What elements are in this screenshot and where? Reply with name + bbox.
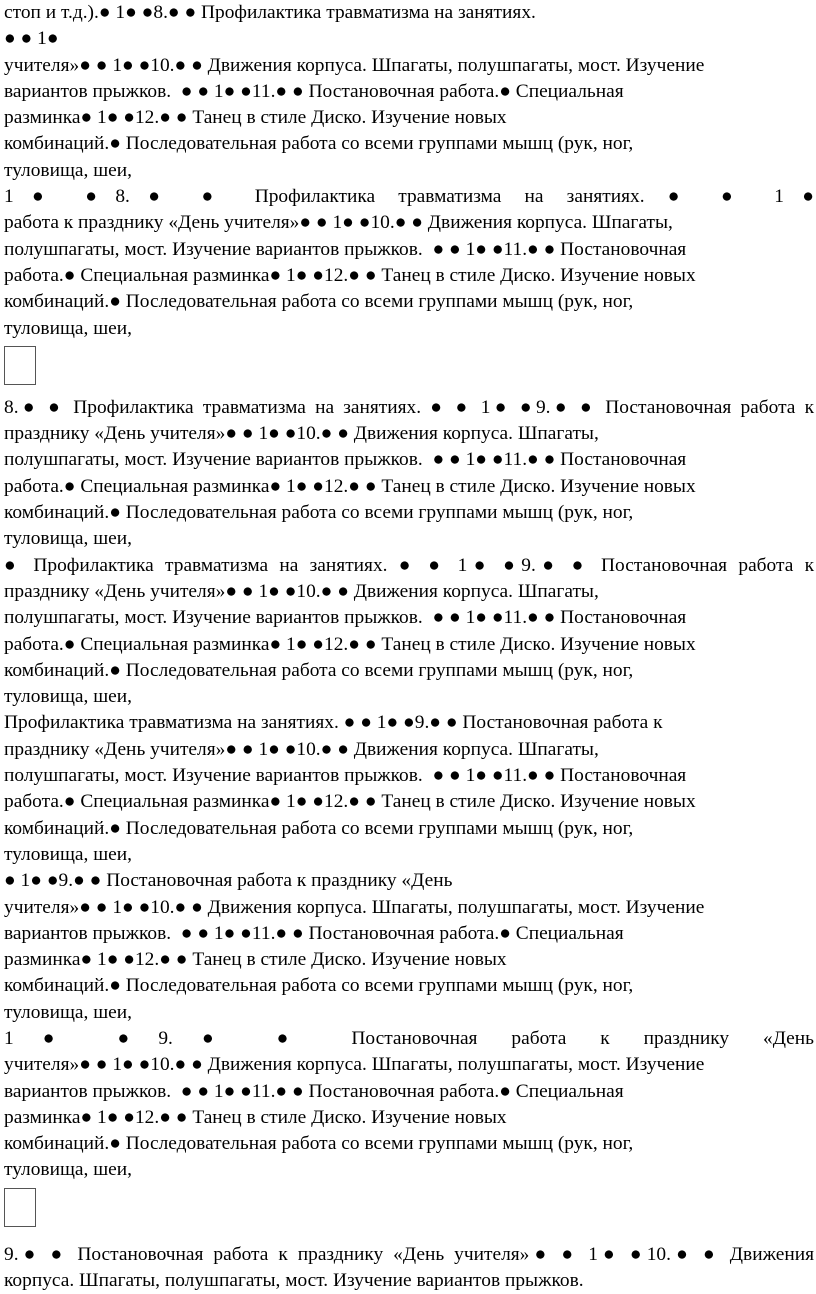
text-line: 9.● ● Постановочная работа к празднику «День учителя»● ● 1● ●10.● ● Движения [4, 1243, 814, 1265]
text-line: учителя»● ● 1● ●10.● ● Движения корпуса. Шпагаты, полушпагаты, мост. Изучение [4, 1054, 705, 1076]
text-line: ● 1● ●9.● ● Постановочная работа к празднику «День [4, 870, 453, 892]
text-line: 1● ●9.● ● Постановочная работа к празднику «День [4, 1027, 814, 1049]
text-line: разминка● 1● ●12.● ● Танец в стиле Диско. Изучение новых [4, 107, 507, 129]
text-line: празднику «День учителя»● ● 1● ●10.● ● Движения корпуса. Шпагаты, [4, 423, 599, 445]
text-block-6 [4, 868, 814, 1026]
text-line: Профилактика травматизма на занятиях. ● ● 1● ●9.● ● Постановочная работа к [4, 712, 663, 734]
text-line: работа.● Специальная разминка● 1● ●12.● ● Танец в стиле Диско. Изучение новых [4, 633, 696, 655]
text-line: полушпагаты, мост. Изучение вариантов прыжков. ● ● 1● ●11.● ● Постановочная [4, 765, 687, 787]
text-block-8 [4, 1242, 814, 1294]
text-line: стоп и т.д.).● 1● ●8.● ● Профилактика травматизма на занятиях. [4, 2, 536, 23]
text-block-4 [4, 553, 814, 711]
text-line: работа к празднику «День учителя»● ● 1● ●10.● ● Движения корпуса. Шпагаты, [4, 212, 673, 234]
text-line: туловища, шеи, [4, 843, 132, 865]
text-line: работа.● Специальная разминка● 1● ●12.● ● Танец в стиле Диско. Изучение новых [4, 264, 696, 286]
text-line: комбинаций.● Последовательная работа со всеми группами мышц (рук, ног, [4, 659, 634, 681]
text-line: корпуса. Шпагаты, полушпагаты, мост. Изучение вариантов прыжков. [4, 1270, 584, 1292]
text-line: туловища, шеи, [4, 686, 132, 708]
text-block-2 [4, 184, 814, 342]
text-line: 1● ●8.● ● Профилактика травматизма на занятиях. ● ● 1● [4, 186, 814, 208]
image-placeholder-box [4, 1188, 36, 1227]
text-line: работа.● Специальная разминка● 1● ●12.● ● Танец в стиле Диско. Изучение новых [4, 791, 696, 813]
text-line: комбинаций.● Последовательная работа со всеми группами мышц (рук, ног, [4, 502, 634, 524]
text-line: ● Профилактика травматизма на занятиях. ● ● 1● ●9.● ● Постановочная работа к [4, 554, 814, 576]
text-line: туловища, шеи, [4, 159, 132, 181]
text-line: полушпагаты, мост. Изучение вариантов прыжков. ● ● 1● ●11.● ● Постановочная [4, 238, 687, 260]
text-line: комбинаций.● Последовательная работа со всеми группами мышц (рук, ног, [4, 817, 634, 839]
text-line: комбинаций.● Последовательная работа со всеми группами мышц (рук, ног, [4, 1133, 634, 1155]
text-line: работа.● Специальная разминка● 1● ●12.● ● Танец в стиле Диско. Изучение новых [4, 475, 696, 497]
image-placeholder-box [4, 346, 36, 385]
text-line: комбинаций.● Последовательная работа со всеми группами мышц (рук, ног, [4, 133, 634, 155]
text-block-5 [4, 710, 814, 868]
text-line: комбинаций.● Последовательная работа со всеми группами мышц (рук, ног, [4, 291, 634, 313]
text-line: ● ● 1● [4, 28, 59, 50]
text-line: полушпагаты, мост. Изучение вариантов прыжков. ● ● 1● ●11.● ● Постановочная [4, 607, 687, 629]
document-page [4, 0, 814, 1294]
text-line: туловища, шеи, [4, 1001, 132, 1023]
text-line: вариантов прыжков. ● ● 1● ●11.● ● Постановочная работа.● Специальная [4, 922, 624, 944]
text-line: празднику «День учителя»● ● 1● ●10.● ● Движения корпуса. Шпагаты, [4, 580, 599, 602]
text-line: туловища, шеи, [4, 317, 132, 339]
text-line: туловища, шеи, [4, 1159, 132, 1181]
text-block-7 [4, 1026, 814, 1184]
text-line: вариантов прыжков. ● ● 1● ●11.● ● Постановочная работа.● Специальная [4, 1080, 624, 1102]
text-line: празднику «День учителя»● ● 1● ●10.● ● Движения корпуса. Шпагаты, [4, 738, 599, 760]
text-line: разминка● 1● ●12.● ● Танец в стиле Диско. Изучение новых [4, 949, 507, 971]
text-line: полушпагаты, мост. Изучение вариантов прыжков. ● ● 1● ●11.● ● Постановочная [4, 449, 687, 471]
text-block-1 [4, 0, 814, 184]
text-line: 8.● ● Профилактика травматизма на занятиях. ● ● 1● ●9.● ● Постановочная работа к [4, 396, 814, 418]
text-line: учителя»● ● 1● ●10.● ● Движения корпуса. Шпагаты, полушпагаты, мост. Изучение [4, 54, 705, 76]
text-line: учителя»● ● 1● ●10.● ● Движения корпуса. Шпагаты, полушпагаты, мост. Изучение [4, 896, 705, 918]
text-line: туловища, шеи, [4, 528, 132, 550]
text-line: разминка● 1● ●12.● ● Танец в стиле Диско. Изучение новых [4, 1106, 507, 1128]
text-block-3 [4, 395, 814, 553]
text-line: вариантов прыжков. ● ● 1● ●11.● ● Постановочная работа.● Специальная [4, 80, 624, 102]
text-line: комбинаций.● Последовательная работа со всеми группами мышц (рук, ног, [4, 975, 634, 997]
